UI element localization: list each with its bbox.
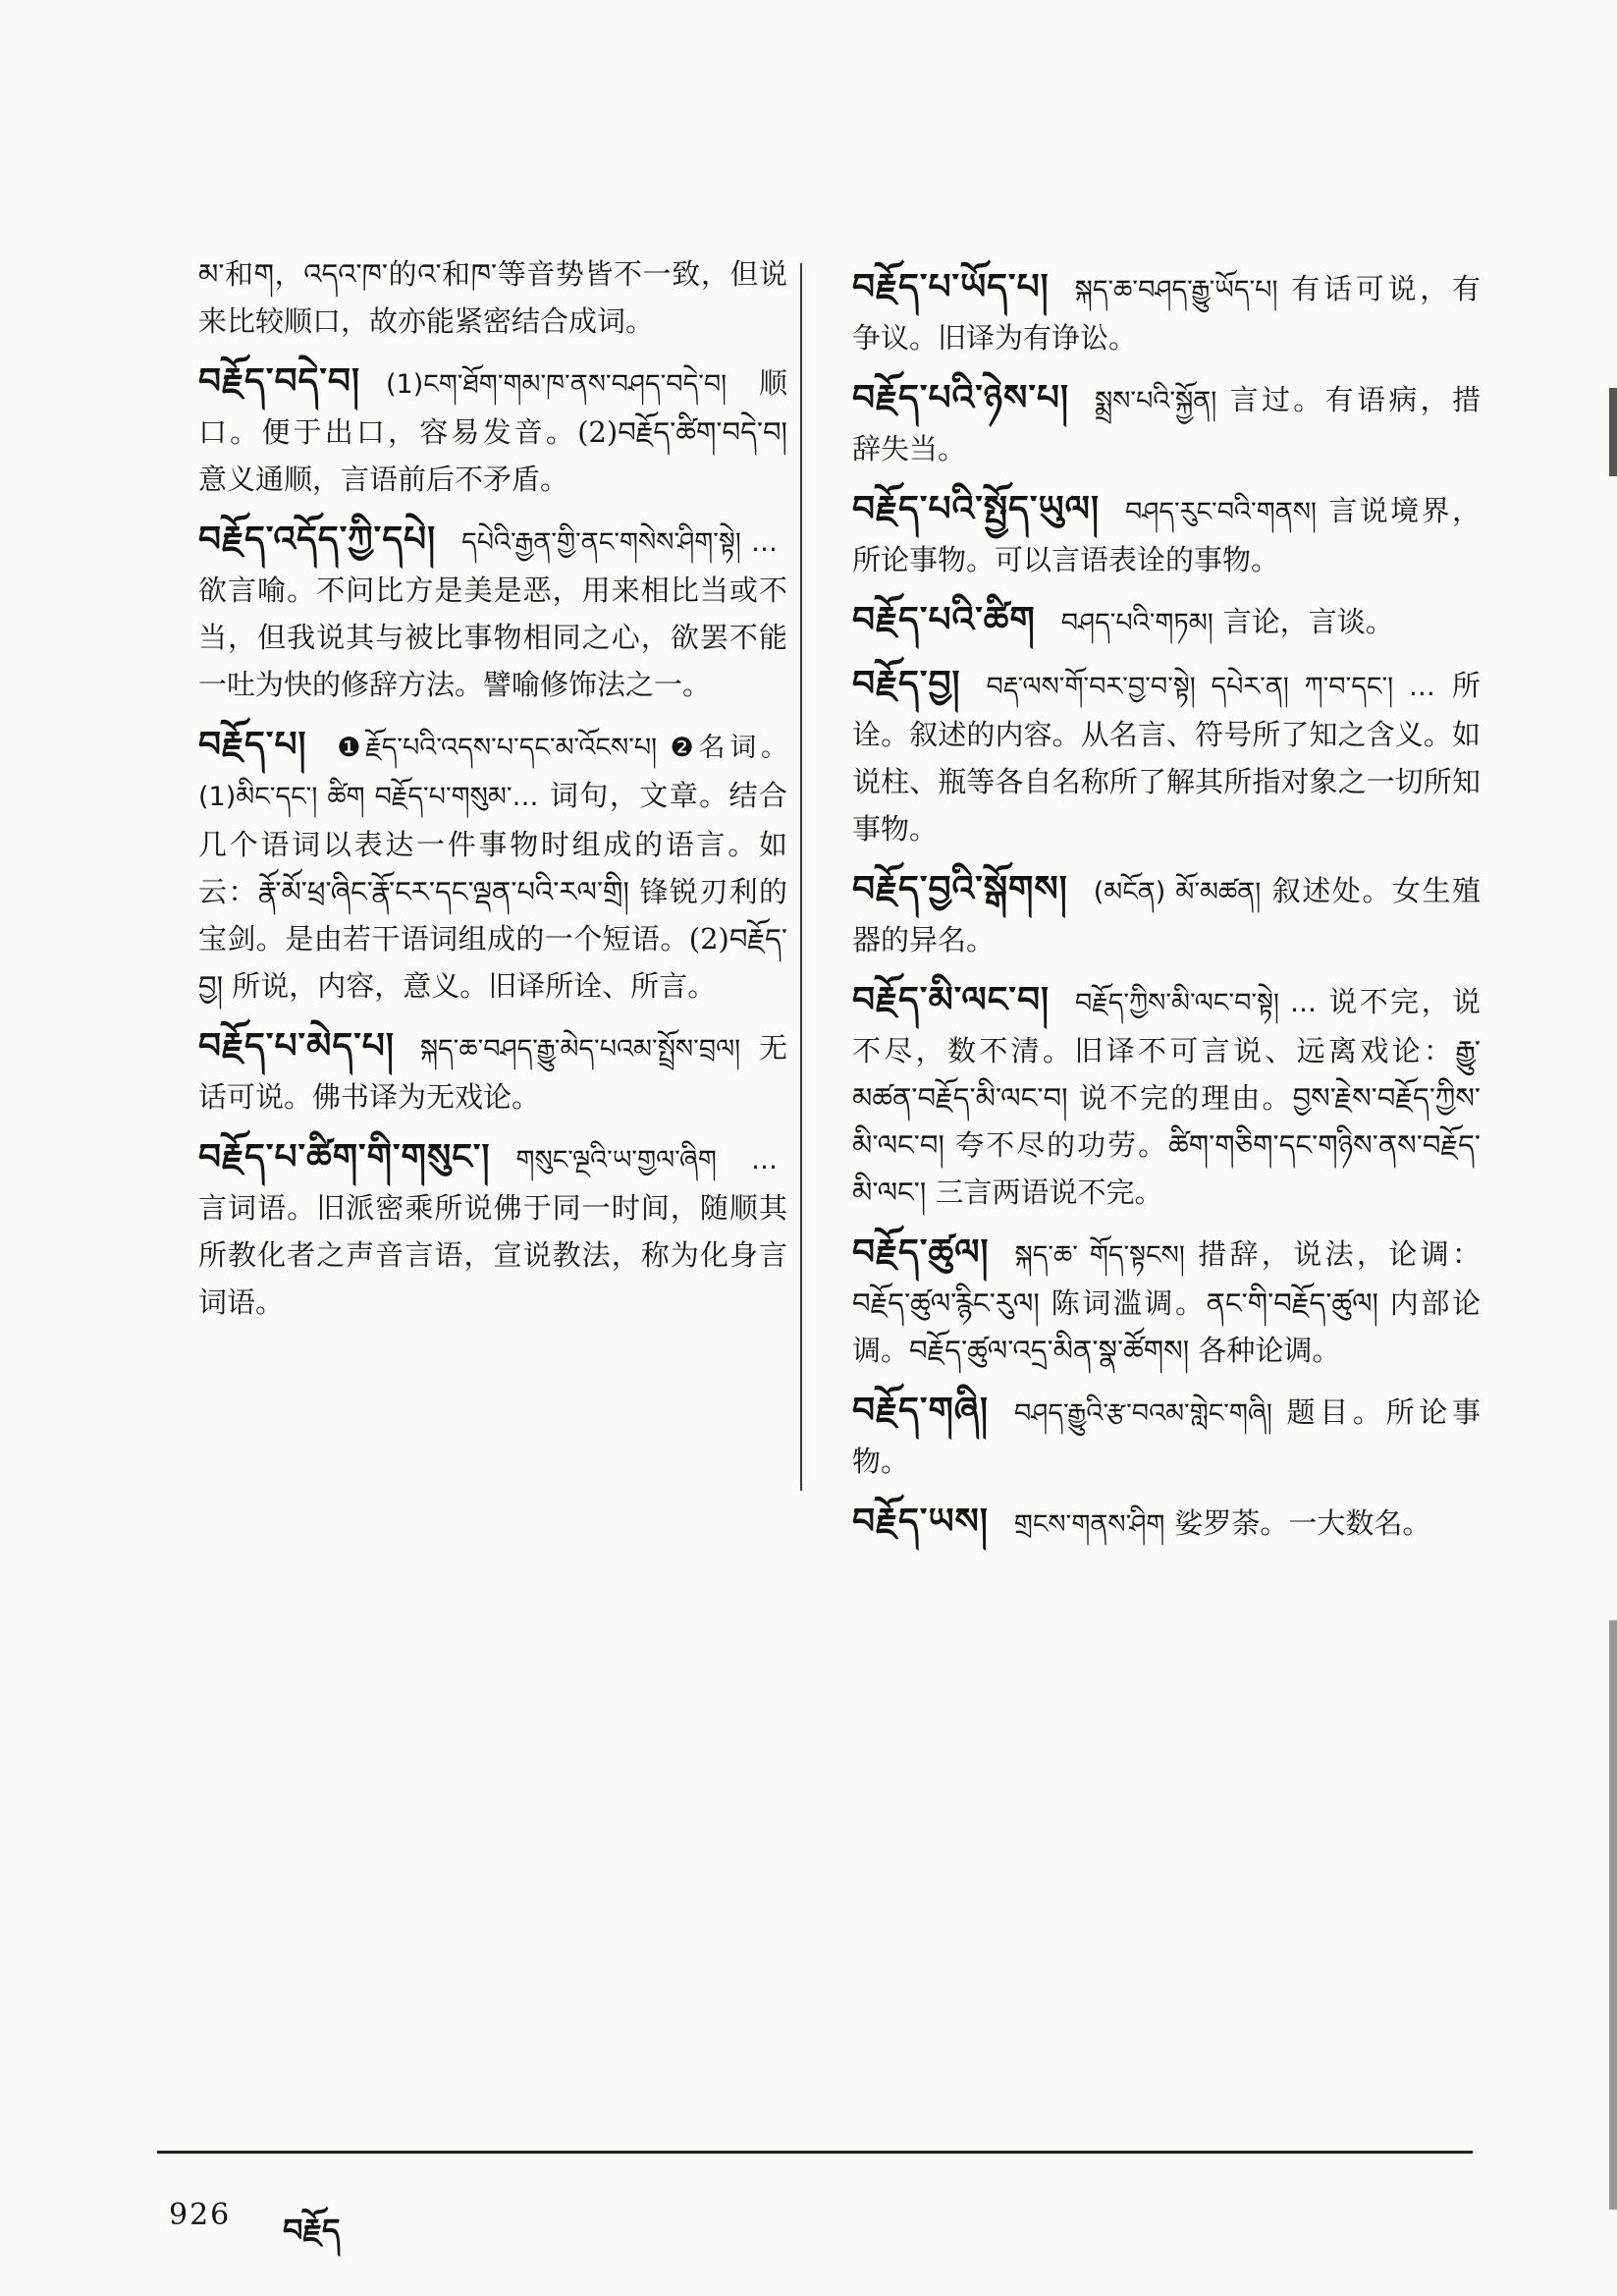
tibetan-definition: ❶རྗོད་པའི་འདས་པ་དང་མ་འོངས་པ། ❷名词。(1)མིང་དང་། ཚིག བརྗོད་པ་གསུམ་… <box>198 733 787 812</box>
column-divider <box>800 263 802 1491</box>
tibetan-definition: དཔེའི་རྒྱན་གྱི་ནང་གསེས་ཤིག་སྟེ། … <box>461 527 778 558</box>
scan-edge-mark <box>1609 388 1617 476</box>
tibetan-definition: གསུང་ལྔའི་ཡ་གྱལ་ཞིག … <box>515 1145 778 1175</box>
tibetan-definition: གྲངས་གནས་ཤིག <box>1013 1509 1165 1540</box>
chinese-definition: 言过。有语病，措辞失当。 <box>852 383 1481 465</box>
tibetan-definition: སྨྲས་པའི་སྐྱོན། <box>1094 386 1217 416</box>
headword: བརྗོད་བྱ། <box>852 664 961 704</box>
tibetan-definition: སྐད་ཆ་བཤད་རྒྱུ་མེད་པའམ་སྤྲོས་བྲལ། <box>419 1034 741 1065</box>
dictionary-entry <box>852 486 1481 583</box>
headword: བརྗོད་ཚུལ། <box>852 1232 990 1273</box>
tibetan-definition: སྐད་ཆ་ གོད་སྟངས། <box>1014 1240 1185 1271</box>
headword: བརྗོད་འདོད་ཀྱི་དཔེ། <box>198 519 437 560</box>
dictionary-entry <box>198 1023 787 1121</box>
chinese-definition: 说不完，说不尽，数不清。旧译不可言说、远离戏论：རྒྱུ་མཚན་བརྗོད་མི་ལང་བ། 说不完的理由。བྱས་རྗེས་བརྗོད་ཀྱིས་མི་ལང་བ། 夸不尽的功劳。ཚིག་གཅིག་དང་གཉིས་ནས་བརྗོད་མི་ལང་། 三言两语说不完。 <box>852 985 1481 1209</box>
chinese-definition: 欲言喻。不问比方是美是恶，用来相比当或不当，但我说其与被比事物相同之心，欲罢不能一吐为快的修辞方法。譬喻修饰法之一。 <box>198 574 787 701</box>
dictionary-entry <box>852 661 1481 852</box>
tibetan-definition: བརྡ་ལས་གོ་བར་བྱ་བ་སྟེ། དཔེར་ན། ཀ་བ་དང་། … <box>986 672 1435 702</box>
headword: བརྗོད་པའི་ཉེས་པ། <box>852 378 1069 418</box>
headword: བརྗོད་པ་ཚིག་གི་གསུང་། <box>198 1137 491 1177</box>
chinese-definition: 措辞，说法，论调：བརྗོད་ཚུལ་རྙིང་རུལ། 陈词滥调。ནང་གི་བརྗོད་ཚུལ། 内部论调。བརྗོད་ཚུལ་འདྲ་མིན་སྣ་ཚོགས། 各种论调。 <box>852 1237 1481 1367</box>
dictionary-entry <box>852 597 1481 647</box>
page-number: 926 <box>169 2198 232 2232</box>
dictionary-entry <box>852 1230 1481 1374</box>
chinese-definition: 叙述处。女生殖器的异名。 <box>852 874 1481 957</box>
headword: བརྗོད་ཡས། <box>852 1502 989 1542</box>
chinese-definition: 言论，言谈。 <box>1222 605 1394 638</box>
dictionary-entry <box>198 358 787 503</box>
tibetan-definition: (མངོན) མོ་མཚན། <box>1093 877 1262 907</box>
dictionary-entry <box>852 375 1481 472</box>
headword: བརྗོད་པ། <box>198 725 307 765</box>
chinese-definition: 所诠。叙述的内容。从名言、符号所了知之含义。如说柱、瓶等各自名称所了解其所指对象之一切所知事物。 <box>852 669 1481 846</box>
chinese-definition: 娑罗荼。一大数名。 <box>1174 1506 1431 1540</box>
dictionary-entry <box>852 977 1481 1216</box>
tibetan-definition: (1)ངག་ཐོག་གམ་ཁ་ནས་བཤད་བདེ་བ། <box>386 369 728 400</box>
chinese-definition: 言词语。旧派密乘所说佛于同一时间，随顺其所教化者之声音言语，宣说教法，称为化身言词语。 <box>198 1191 787 1319</box>
headword: བརྗོད་པ་ཡོད་པ། <box>852 267 1050 307</box>
chinese-definition: 有话可说，有争议。旧译为有诤讼。 <box>852 272 1481 355</box>
tibetan-definition: བརྗོད་ཀྱིས་མི་ལང་བ་སྟེ། … <box>1075 988 1317 1018</box>
tibetan-definition: བཤད་རྒྱུའི་རྩ་བའམ་གླེང་གཞི། <box>1013 1398 1272 1429</box>
dictionary-entry <box>198 1134 787 1326</box>
chinese-definition: 顺口。便于出口，容易发音。(2)བརྗོད་ཚིག་བདེ་བ། 意义通顺，言语前后不矛盾。 <box>198 366 787 496</box>
entry-continuation: མ་和ག，འདའ་ཁ་的འ་和ཁ་等音势皆不一致，但说来比较顺口，故亦能紧密结合成词。 <box>198 257 787 338</box>
dictionary-entry <box>852 1499 1481 1549</box>
left-column <box>198 250 787 1326</box>
tibetan-definition: སྐད་ཆ་བཤད་རྒྱུ་ཡོད་པ། <box>1074 275 1278 305</box>
headword: བརྗོད་མི་ལང་བ། <box>852 980 1051 1020</box>
dictionary-entry <box>198 722 787 1010</box>
right-column <box>852 250 1481 1549</box>
headword: བརྗོད་པ་མེད་པ། <box>198 1026 395 1066</box>
headword: བརྗོད་གཞི། <box>852 1391 989 1431</box>
headword: བརྗོད་པའི་ཚིག <box>852 600 1036 640</box>
dictionary-entry <box>852 264 1481 361</box>
headword: བརྗོད་བྱའི་སྒོགས། <box>852 869 1068 909</box>
headword: བརྗོད་བདེ་བ། <box>198 361 360 402</box>
chinese-definition: 无话可说。佛书译为无戏论。 <box>198 1031 787 1114</box>
dictionary-entry <box>198 517 787 708</box>
tibetan-definition: བཤད་པའི་གཏམ། <box>1060 608 1213 638</box>
running-head: བརྗོད <box>283 2212 341 2249</box>
headword: བརྗོད་པའི་སྤྱོད་ཡུལ། <box>852 489 1100 529</box>
tibetan-definition: བཤད་རུང་བའི་གནས། <box>1124 497 1317 527</box>
chinese-definition: 题目。所论事物。 <box>852 1395 1481 1478</box>
dictionary-entry <box>852 1388 1481 1485</box>
footer-rule <box>157 2151 1473 2154</box>
dictionary-entry <box>852 866 1481 963</box>
scan-edge-mark <box>1609 1620 1617 2210</box>
chinese-definition: 词句，文章。结合几个语词以表达一件事物时组成的语言。如云：རྣོ་མོ་ཕྲ་ཞིང་རྣོ་ངར་དང་ལྡན་པའི་རལ་གྲི། 锋锐刃利的宝剑。是由若干语词组成的一个短语。(2)བརྗོད་བྱ། 所说，内容，意义。旧译所诠、所言。 <box>198 779 787 1003</box>
chinese-definition: 言说境界，所论事物。可以言语表诠的事物。 <box>852 494 1481 576</box>
